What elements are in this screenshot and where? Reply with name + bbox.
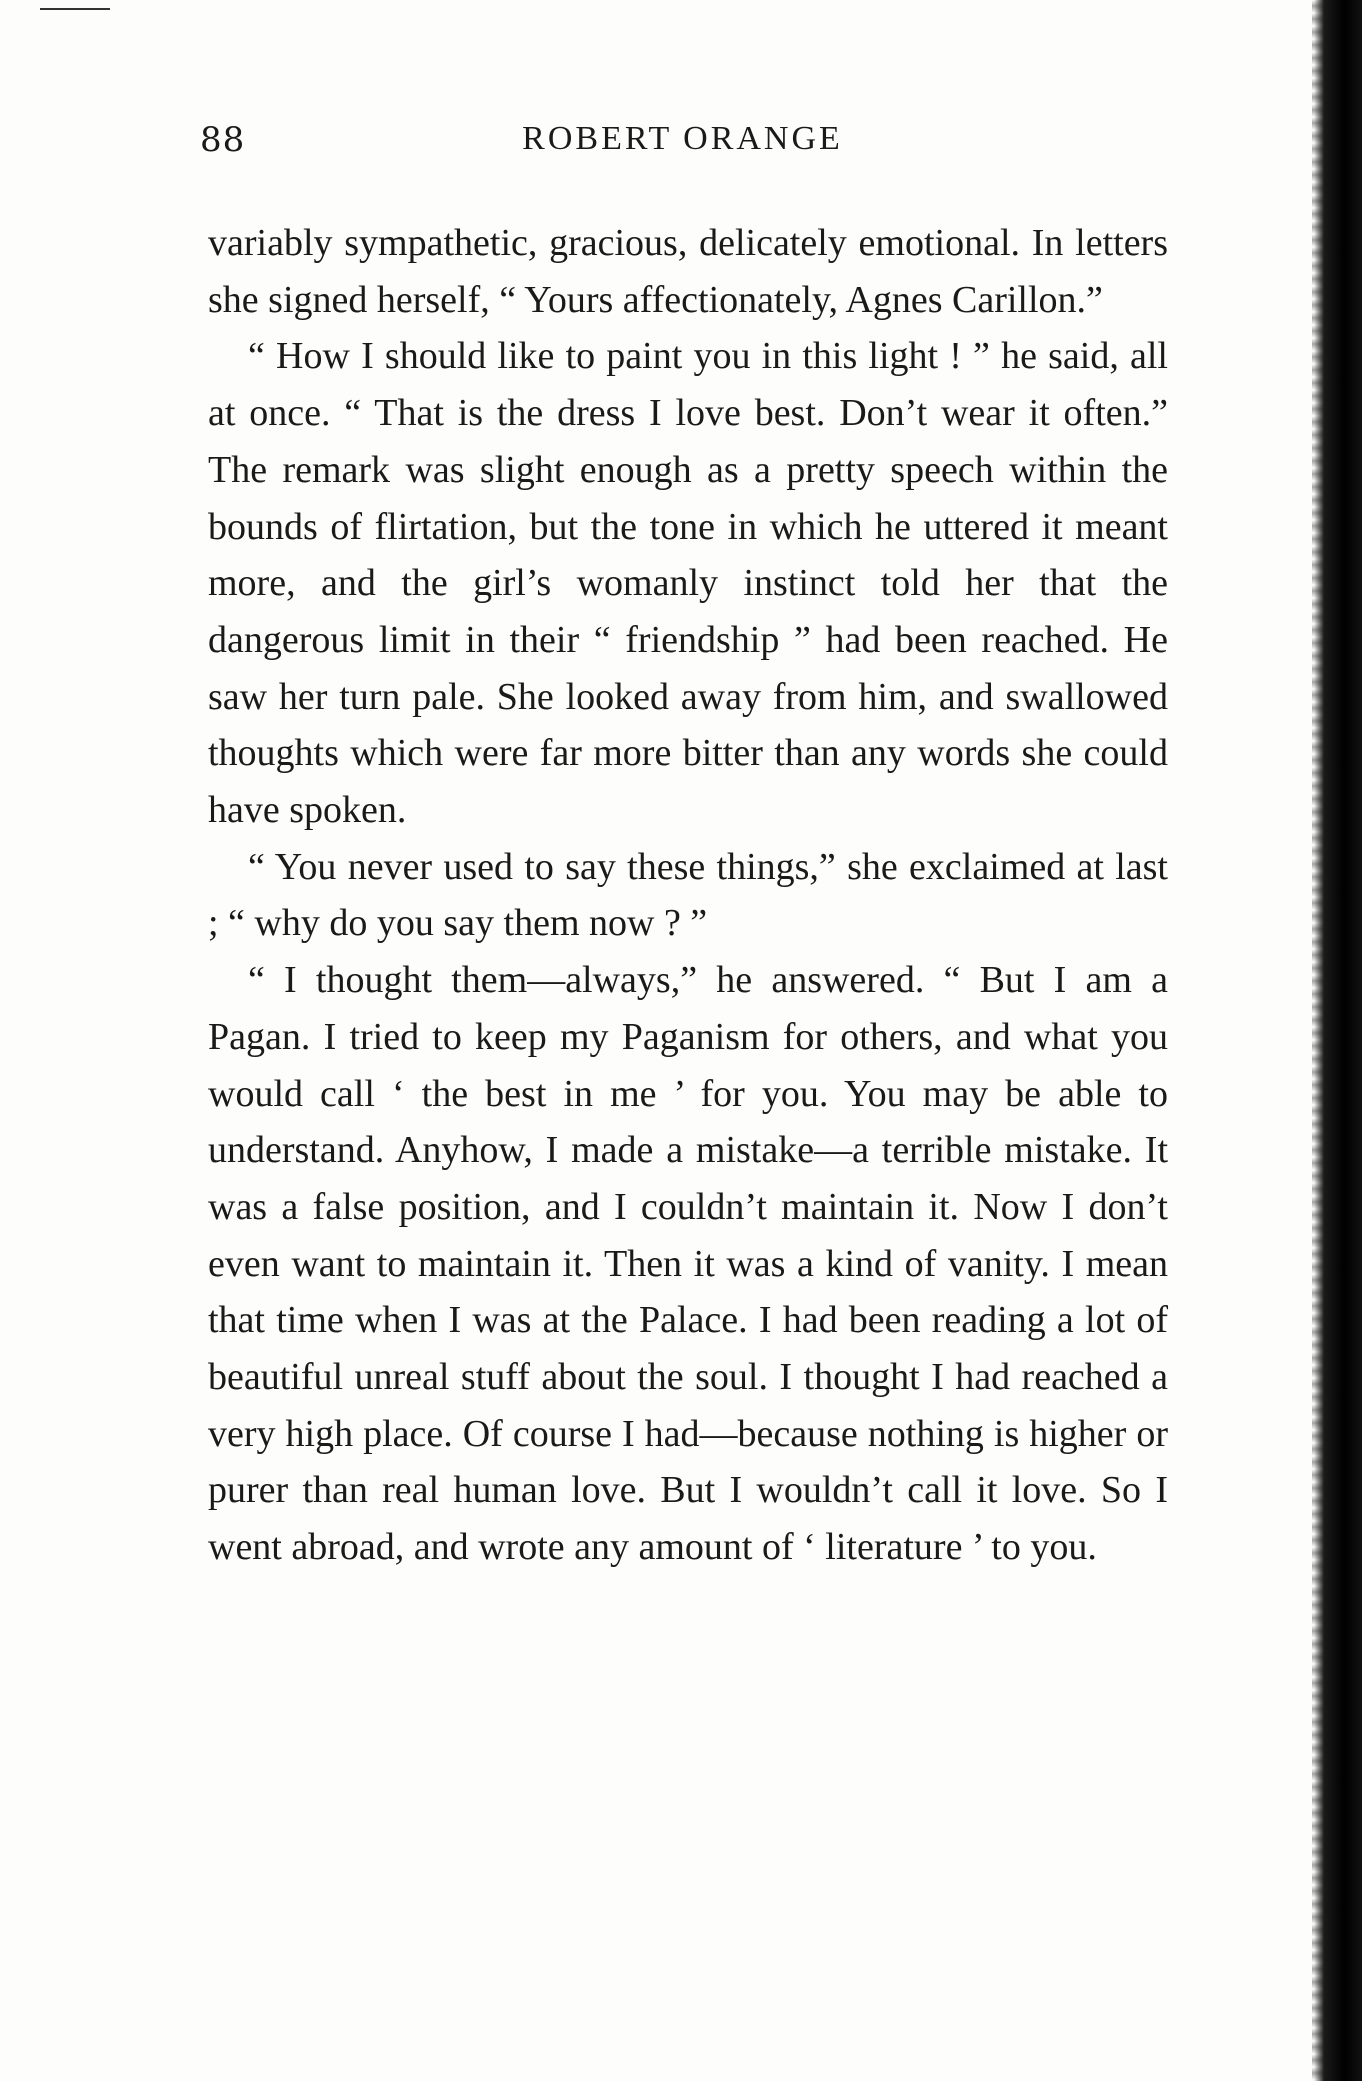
paragraph-continuation: variably sympathetic, gracious, delicately emotional. In letters she signed herself, “ Yours affectionately, Agnes Carillon.” bbox=[208, 222, 1168, 321]
top-rule bbox=[40, 8, 110, 10]
paragraph: “ How I should like to paint you in this light ! ” he said, all at once. “ That is the dress I love best. Don’t wear it often.” The remark was slight enough as a pretty speech within the bounds of flirtation, but the tone in which he uttered it meant more, and the girl’s womanly instinct told her that the dangerous limit in their “ friendship ” had been reached. He saw her turn pale. She looked away from him, and swallowed thoughts which were far more bitter than any words she could have spoken. bbox=[208, 335, 1168, 832]
page-number: 88 bbox=[200, 120, 246, 160]
running-title: ROBERT ORANGE bbox=[522, 120, 843, 157]
body-text bbox=[208, 215, 1168, 1576]
paragraph: “ I thought them—always,” he answered. “ But I am a Pagan. I tried to keep my Paganism for others, and what you would call ‘ the best in me ’ for you. You may be able to understand. Anyhow, I made a mistake—a terrible mistake. It was a false position, and I couldn’t maintain it. Now I don’t even want to maintain it. Then it was a kind of vanity. I mean that time when I was at the Palace. I had been reading a lot of beautiful unreal stuff about the soul. I thought I had reached a very high place. Of course I had—because nothing is higher or purer than real human love. But I wouldn’t call it love. So I went abroad, and wrote any amount of ‘ literature ’ to you. bbox=[208, 959, 1168, 1569]
paragraph: “ You never used to say these things,” she exclaimed at last ; “ why do you say them now ? ” bbox=[208, 845, 1168, 945]
page-header bbox=[200, 120, 1165, 170]
page-edge-binding bbox=[1314, 0, 1362, 2081]
